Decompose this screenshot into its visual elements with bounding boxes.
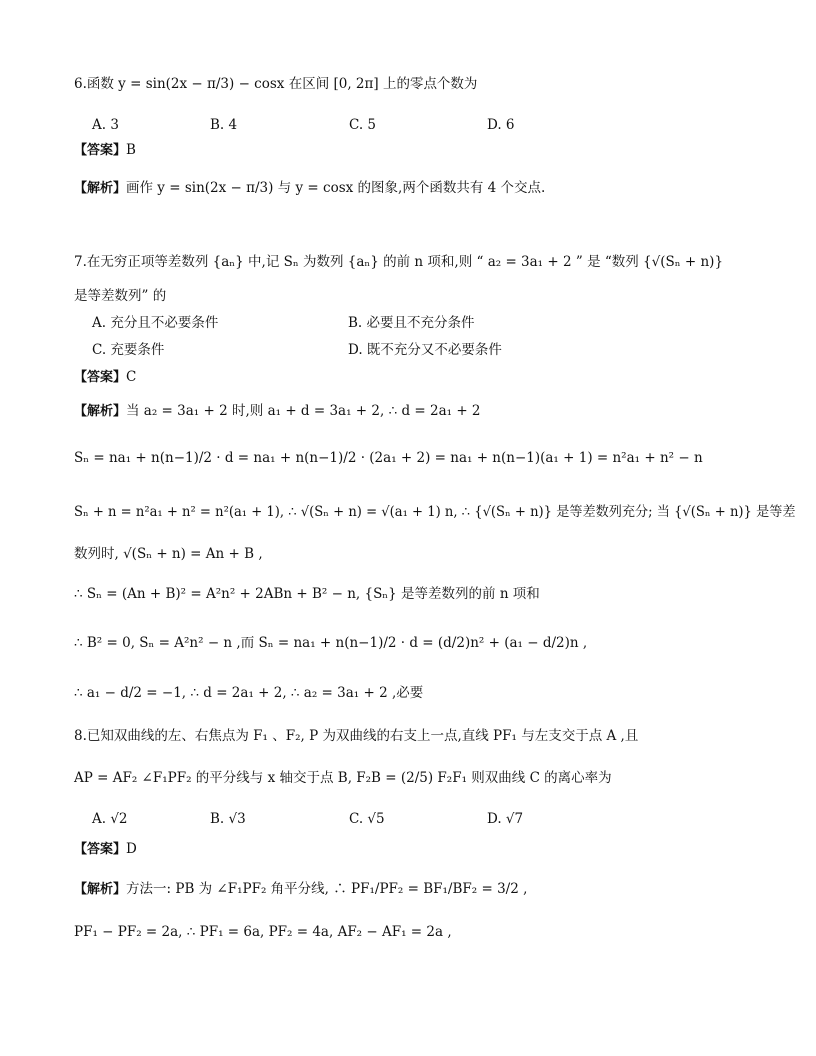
- q8-option-b: B. √3: [210, 811, 246, 827]
- q6-stem: 6.函数 y = sin(2x − π/3) − cosx 在区间 [0, 2π] 上的零点个数为: [74, 76, 478, 92]
- q6-option-d: D. 6: [487, 117, 515, 133]
- q8-option-a: A. √2: [92, 811, 128, 827]
- q7-answer-value: C: [126, 369, 137, 385]
- answer-label: 【答案】: [74, 842, 127, 857]
- q6-option-a: A. 3: [92, 117, 119, 133]
- q8-answer: [74, 839, 137, 860]
- q7-analysis-line1: [74, 401, 481, 422]
- q7-answer: [74, 367, 136, 388]
- q7-option-c: C. 充要条件: [92, 342, 165, 358]
- answer-label: 【答案】: [74, 370, 127, 385]
- q7-solution-line7: ∴ a₁ − d/2 = −1, ∴ d = 2a₁ + 2, ∴ a₂ = 3a₁ + 2 ,必要: [74, 685, 424, 701]
- q8-analysis-line1: [74, 879, 527, 900]
- q8-option-c: C. √5: [349, 811, 385, 827]
- q8-answer-value: D: [126, 841, 137, 857]
- q7-solution-line1: 当 a₂ = 3a₁ + 2 时,则 a₁ + d = 3a₁ + 2, ∴ d = 2a₁ + 2: [126, 403, 481, 419]
- q6-option-b: B. 4: [210, 117, 238, 133]
- answer-label: 【答案】: [74, 143, 127, 158]
- q7-option-b: B. 必要且不充分条件: [348, 315, 475, 331]
- analysis-label: 【解析】: [74, 882, 127, 897]
- q6-option-c: C. 5: [349, 117, 377, 133]
- q6-analysis: [74, 178, 545, 199]
- q7-stem-line2: 是等差数列” 的: [74, 288, 167, 304]
- q6-analysis-text: 画作 y = sin(2x − π/3) 与 y = cosx 的图象,两个函数共有 4 个交点.: [126, 180, 546, 196]
- q7-solution-line6: ∴ B² = 0, Sₙ = A²n² − n ,而 Sₙ = na₁ + n(n−1)/2 · d = (d/2)n² + (a₁ − d/2)n ,: [74, 635, 588, 651]
- q7-stem-line1: 7.在无穷正项等差数列 {aₙ} 中,记 Sₙ 为数列 {aₙ} 的前 n 项和,则 “ a₂ = 3a₁ + 2 ” 是 “数列 {√(Sₙ + n)}: [74, 254, 724, 270]
- q6-answer-value: B: [126, 142, 136, 158]
- analysis-label: 【解析】: [74, 404, 127, 419]
- q7-option-d: D. 既不充分又不必要条件: [348, 342, 502, 358]
- analysis-label: 【解析】: [74, 181, 127, 196]
- q6-answer: [74, 140, 136, 161]
- q8-stem-line2: AP = AF₂ ∠F₁PF₂ 的平分线与 x 轴交于点 B, F₂B = (2/5) F₂F₁ 则双曲线 C 的离心率为: [74, 770, 612, 786]
- q8-option-d: D. √7: [487, 811, 524, 827]
- q7-solution-line2: Sₙ = na₁ + n(n−1)/2 · d = na₁ + n(n−1)/2 · (2a₁ + 2) = na₁ + n(n−1)(a₁ + 1) = n²a₁ + n² − n: [74, 450, 703, 466]
- q7-solution-line3: Sₙ + n = n²a₁ + n² = n²(a₁ + 1), ∴ √(Sₙ + n) = √(a₁ + 1) n, ∴ {√(Sₙ + n)} 是等差数列充分; 当 {√(Sₙ + n)} 是等差: [74, 504, 796, 520]
- q8-solution-line1: 方法一: PB 为 ∠F₁PF₂ 角平分线, ∴ PF₁/PF₂ = BF₁/BF₂ = 3/2 ,: [126, 881, 528, 897]
- q7-solution-line4: 数列时, √(Sₙ + n) = An + B ,: [74, 546, 263, 562]
- q7-option-a: A. 充分且不必要条件: [92, 315, 219, 331]
- q8-solution-line2: PF₁ − PF₂ = 2a, ∴ PF₁ = 6a, PF₂ = 4a, AF₂ − AF₁ = 2a ,: [74, 924, 452, 940]
- q8-stem-line1: 8.已知双曲线的左、右焦点为 F₁ 、F₂, P 为双曲线的右支上一点,直线 PF₁ 与左支交于点 A ,且: [74, 728, 639, 744]
- q7-solution-line5: ∴ Sₙ = (An + B)² = A²n² + 2ABn + B² − n, {Sₙ} 是等差数列的前 n 项和: [74, 586, 540, 602]
